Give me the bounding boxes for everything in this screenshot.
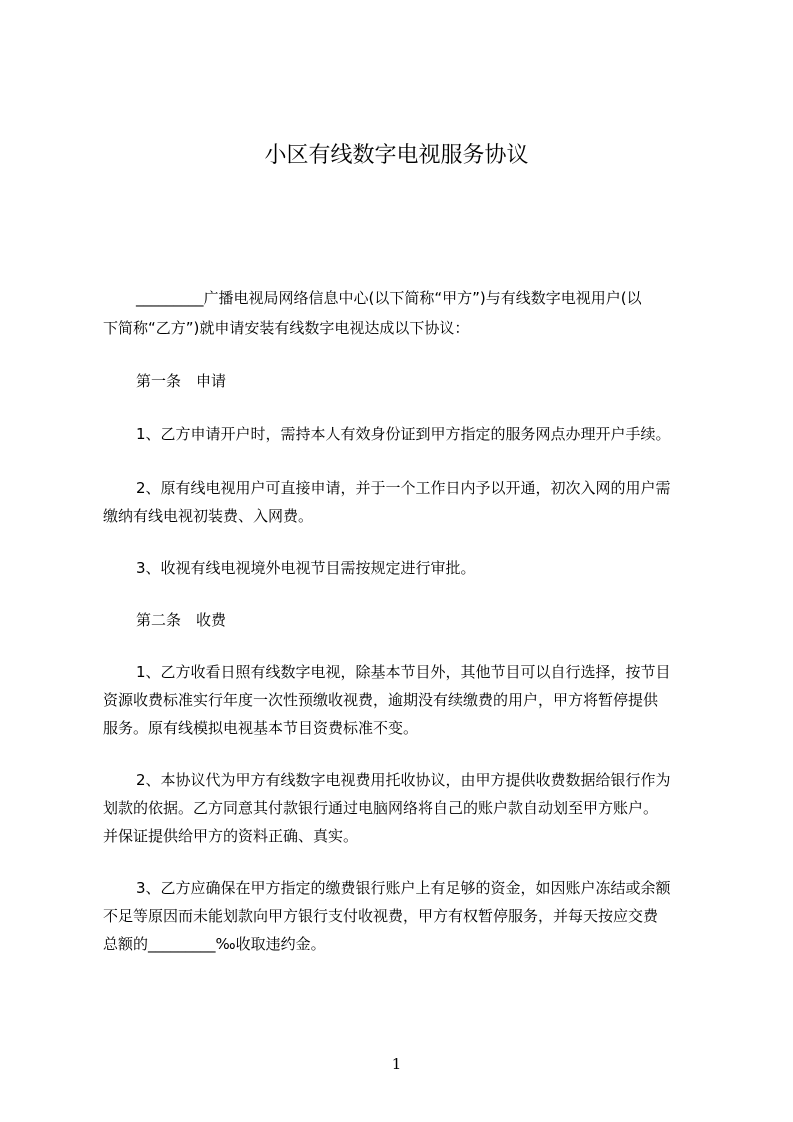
article-1-item-3-line-1: 3、收视有线电视境外电视节目需按规定进行审批。 (136, 559, 476, 577)
article-2-item-1-line-1: 1、乙方收看日照有线数字电视，除基本节目外，其他节目可以自行选择，按节目 (136, 663, 671, 681)
article-2-item-2-line-1: 2、本协议代为甲方有线数字电视费用托收协议，由甲方提供收费数据给银行作为 (136, 771, 671, 789)
article-2-item-2-line-3: 并保证提供给甲方的资料正确、真实。 (103, 827, 359, 845)
article-1-item-2-line-1: 2、原有线电视用户可直接申请，并于一个工作日内予以开通，初次入网的用户需 (136, 479, 671, 497)
article-2-item-3-line-3: 总额的_________‰收取违约金。 (103, 935, 326, 953)
article-2-heading: 第二条 收费 (136, 611, 227, 629)
article-2-item-3-line-2: 不足等原因而未能划款向甲方银行支付收视费，甲方有权暂停服务，并每天按应交费 (103, 907, 659, 925)
article-2-item-1-line-2: 资源收费标准实行年度一次性预缴收视费，逾期没有续缴费的用户，甲方将暂停提供 (103, 691, 659, 709)
article-2-item-1-line-3: 服务。原有线模拟电视基本节目资费标准不变。 (103, 719, 419, 737)
article-2-item-2-line-2: 划款的依据。乙方同意其付款银行通过电脑网络将自己的账户款自动划至甲方账户。 (103, 799, 659, 817)
article-1-item-2-line-2: 缴纳有线电视初装费、入网费。 (103, 507, 314, 525)
page-number: 1 (391, 1055, 402, 1073)
article-2-item-3-line-1: 3、乙方应确保在甲方指定的缴费银行账户上有足够的资金，如因账户冻结或余额 (136, 879, 671, 897)
intro-line-2: 下简称“乙方”)就申请安装有线数字电视达成以下协议： (103, 319, 470, 337)
article-1-item-1-line-1: 1、乙方申请开户时，需持本人有效身份证到甲方指定的服务网点办理开户手续。 (136, 425, 671, 443)
document-title: 小区有线数字电视服务协议 (264, 143, 529, 168)
intro-line-1: _________广播电视局网络信息中心(以下简称“甲方”)与有线数字电视用户(以 (136, 289, 642, 307)
article-1-heading: 第一条 申请 (136, 372, 227, 390)
